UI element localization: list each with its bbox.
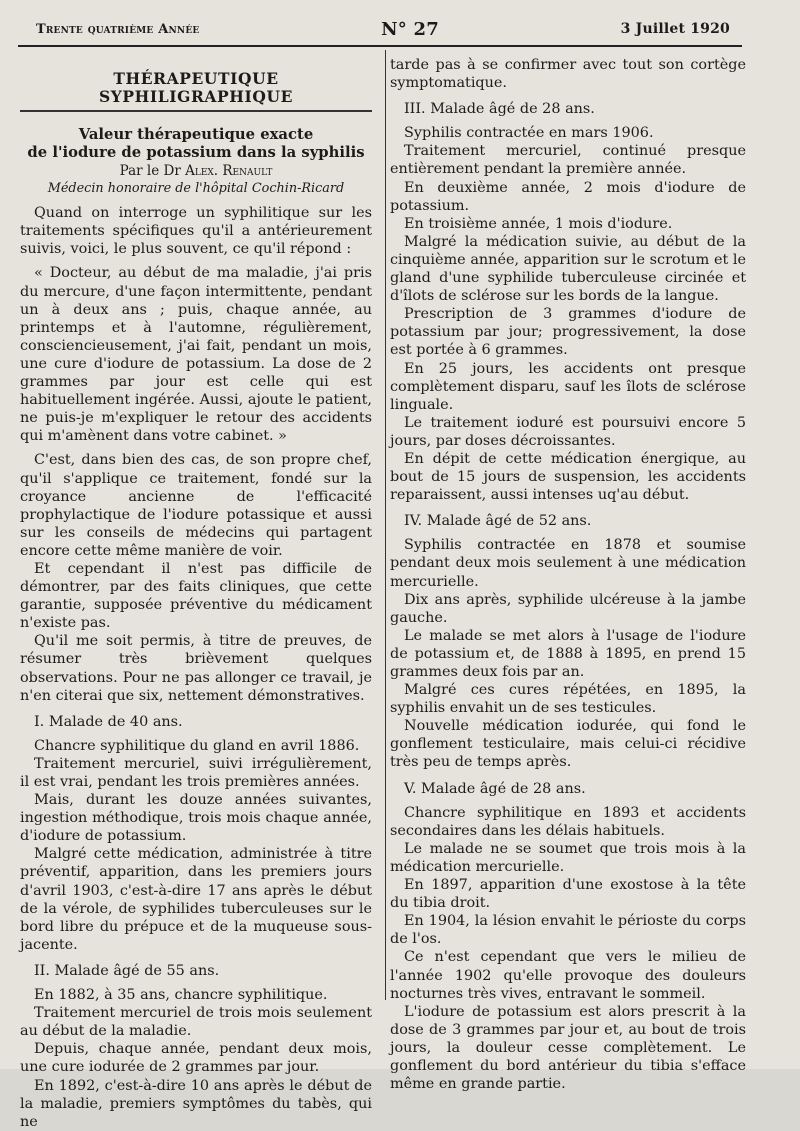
case-5-line: Ce n'est cependant que vers le milieu de l'année 1902 qu'elle provoque des douleurs nocturnes très vives, entravant le sommeil. xyxy=(390,949,746,1002)
right-column xyxy=(390,56,746,1093)
intro-paragraph: Qu'il me soit permis, à titre de preuves, de résumer très brièvement quelques observations. Pour ne pas allonger ce travail, je n'en citerai que six, nettement démonstratives. xyxy=(20,633,372,704)
case-1-line: Malgré cette médication, administrée à titre préventif, apparition, dans les premiers jours d'avril 1903, c'est-à-dire 17 ans après le début de la vérole, de syphilides tuberculeuses sur le bord libre du prépuce et de la muqueuse sous-jacente. xyxy=(20,846,372,953)
author-affiliation: Médecin honoraire de l'hôpital Cochin-Ricard xyxy=(47,181,345,197)
case-heading-5: V. Malade âgé de 28 ans. xyxy=(404,780,586,797)
case-4-line: Le malade se met alors à l'usage de l'iodure de potassium et, de 1888 à 1895, en prend 15 grammes deux fois par an. xyxy=(390,627,746,680)
case-4-line: Syphilis contractée en 1878 et soumise pendant deux mois seulement à une médication mercurielle. xyxy=(390,537,746,590)
patient-quote: « Docteur, au début de ma maladie, j'ai pris du mercure, d'une façon intermittente, pendant un à deux ans ; puis, chaque année, au printemps et à l'automne, régulièrement, consciencieusement, j'ai fait, pendant un mois, une cure d'iodure de potassium. La dose de 2 grammes par jour est celle qui est habituellement ingérée. Aussi, ajoute le patient, ne puis-je m'expliquer le retour des accidents qui m'amènent dans votre cabinet. » xyxy=(20,265,372,445)
case-2-line: Depuis, chaque année, pendant deux mois, une cure iodurée de 2 grammes par jour. xyxy=(20,1041,372,1076)
article-title xyxy=(20,126,372,162)
case-heading-4: IV. Malade âgé de 52 ans. xyxy=(404,513,592,530)
case-1-line: Chancre syphilitique du gland en avril 1886. xyxy=(34,737,360,754)
case-3-line: En 25 jours, les accidents ont presque complètement disparu, sauf les îlots de sclérose linguale. xyxy=(390,360,746,413)
case-2-line: Traitement mercuriel de trois mois seulement au début de la maladie. xyxy=(20,1005,372,1040)
column-divider xyxy=(385,50,386,1000)
volume-year: Trente quatrième Année xyxy=(36,21,200,37)
header-rule xyxy=(18,45,742,47)
continuation-text: tarde pas à se confirmer avec tout son cortège symptomatique. xyxy=(390,57,746,92)
case-heading-2: II. Malade âgé de 55 ans. xyxy=(34,962,220,979)
byline-prefix: Par le Dr xyxy=(119,163,181,180)
case-1-line: Mais, durant les douze années suivantes, ingestion méthodique, trois mois chaque année, d'iodure de potassium. xyxy=(20,792,372,845)
case-5-line: En 1904, la lésion envahit le périoste du corps de l'os. xyxy=(390,913,746,948)
case-2-line: En 1882, à 35 ans, chancre syphilitique. xyxy=(34,987,328,1004)
case-3-line: Traitement mercuriel, continué presque entièrement pendant la première année. xyxy=(390,143,746,178)
case-1-line: Traitement mercuriel, suivi irrégulièrement, il est vrai, pendant les trois premières années. xyxy=(20,755,372,790)
case-3-line: En dépit de cette médication énergique, au bout de 15 jours de suspension, les accidents reparaissent, aussi intenses uq'au début. xyxy=(390,450,746,504)
byline xyxy=(20,162,372,180)
case-4-line: Malgré ces cures répétées, en 1895, la syphilis envahit un de ses testicules. xyxy=(390,682,746,717)
intro-paragraph: Quand on interroge un syphilitique sur les traitements spécifiques qu'il a antérieurement suivis, voici, le plus souvent, ce qu'il répond : xyxy=(20,205,372,258)
case-3-line: Malgré la médication suivie, au début de la cinquième année, apparition sur le scrotum et le gland d'une syphilide tuberculeuse circinée et d'îlots de sclérose sur les bords de la langue. xyxy=(390,233,746,305)
case-heading-1: I. Malade de 40 ans. xyxy=(34,713,183,730)
article-title-line-1: Valeur thérapeutique exacte xyxy=(78,126,314,144)
case-3-line: Syphilis contractée en mars 1906. xyxy=(404,125,654,142)
case-3-line: En troisième année, 1 mois d'iodure. xyxy=(404,215,673,232)
intro-paragraph: C'est, dans bien des cas, de son propre chef, qu'il s'applique ce traitement, fondé sur la croyance ancienne de l'efficacité prophylactique de l'iodure potassique et aussi sur les conseils de médecins qui partagent encore cette même manière de voir. xyxy=(20,452,372,559)
issue-number: N° 27 xyxy=(381,18,439,40)
case-3-line: Le traitement ioduré est poursuivi encore 5 jours, par doses décroissantes. xyxy=(390,414,746,449)
case-5-line: Chancre syphilitique en 1893 et accidents secondaires dans les délais habituels. xyxy=(390,804,746,839)
issue-date: 3 Juillet 1920 xyxy=(620,21,730,37)
intro-paragraph: Et cependant il n'est pas difficile de démontrer, par des faits cliniques, que cette garantie, supposée préventive du médicament n'existe pas. xyxy=(20,560,372,632)
case-5-line: Le malade ne se soumet que trois mois à la médication mercurielle. xyxy=(390,840,746,875)
case-heading-3: III. Malade âgé de 28 ans. xyxy=(404,101,595,118)
running-header xyxy=(36,18,730,40)
case-2-line: En 1892, c'est-à-dire 10 ans après le début de la maladie, premiers symptômes du tabès, qui ne xyxy=(20,1077,372,1130)
case-5-line: L'iodure de potassium est alors prescrit à la dose de 3 grammes par jour et, au bout de trois jours, la douleur cesse complètement. Le gonflement du bord antérieur du tibia s'efface même en grande partie. xyxy=(390,1003,746,1093)
author-name: Alex. Renault xyxy=(185,163,273,180)
case-5-line: En 1897, apparition d'une exostose à la tête du tibia droit. xyxy=(390,877,746,912)
case-4-line: Nouvelle médication iodurée, qui fond le gonflement testiculaire, mais celui-ci récidive très peu de temps après. xyxy=(390,718,746,771)
case-3-line: En deuxième année, 2 mois d'iodure de potassium. xyxy=(390,179,746,214)
case-3-line: Prescription de 3 grammes d'iodure de potassium par jour; progressivement, la dose est portée à 6 grammes. xyxy=(390,306,746,359)
section-title: THÉRAPEUTIQUE SYPHILIGRAPHIQUE xyxy=(20,68,372,112)
article-title-line-2: de l'iodure de potassium dans la syphilis xyxy=(27,144,365,162)
left-column xyxy=(20,60,372,1131)
case-4-line: Dix ans après, syphilide ulcéreuse à la jambe gauche. xyxy=(390,591,746,626)
